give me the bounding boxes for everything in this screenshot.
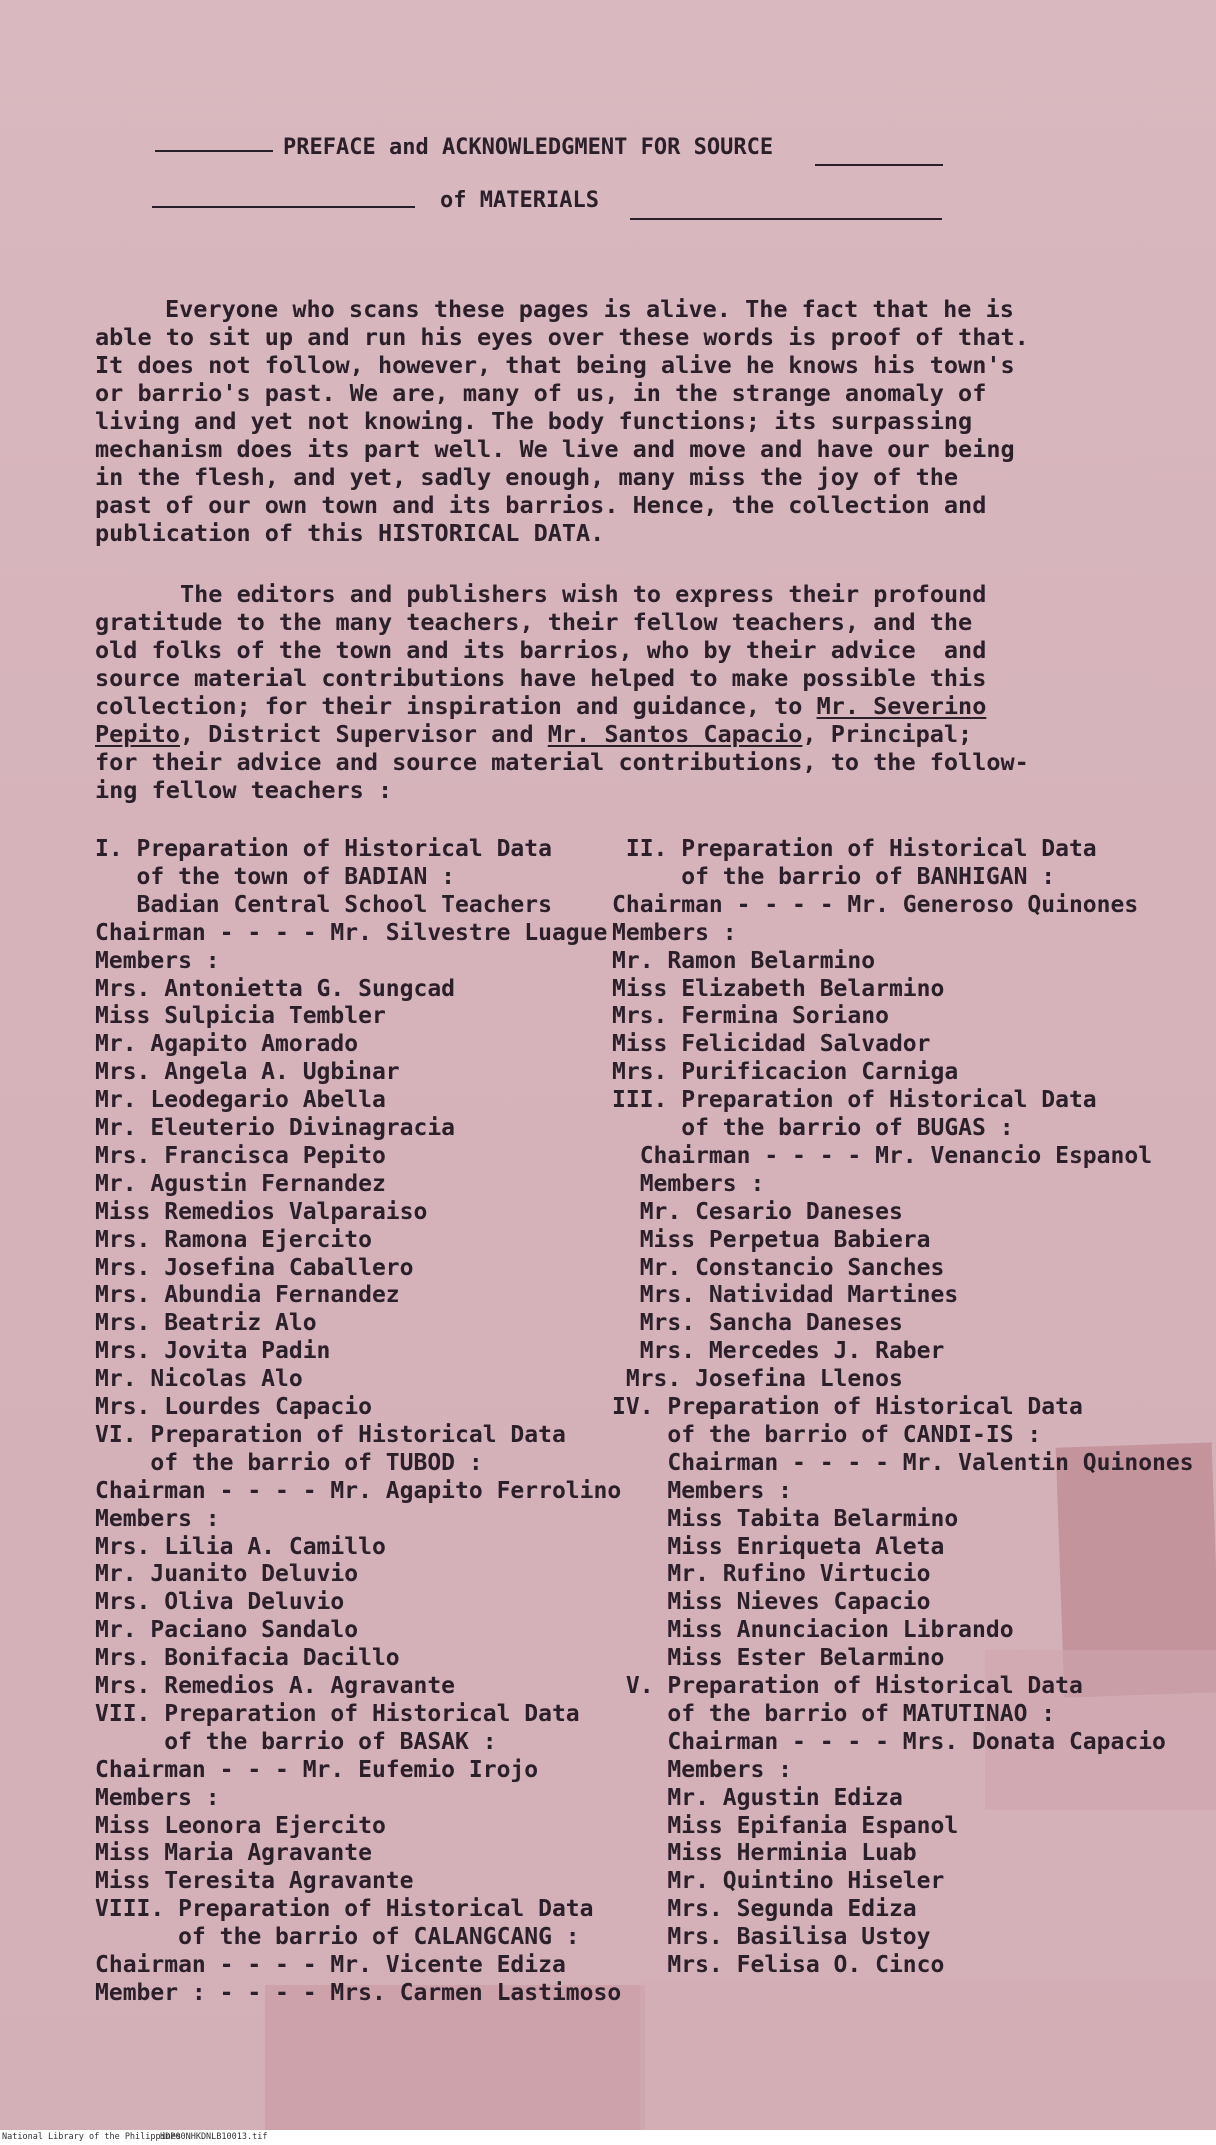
list-item: Miss Elizabeth Belarmino: [612, 975, 945, 1002]
text-segment: collection; for their inspiration and guidance, to: [95, 692, 817, 720]
section-heading: V. Preparation of Historical Data: [612, 1673, 1083, 1699]
list-item: Mrs. Felisa O. Cinco: [612, 1952, 945, 1978]
list-item: Members :: [612, 919, 737, 946]
list-item: Mr. Quintino Hiseler: [612, 1868, 945, 1895]
list-item: Mrs. Bonifacia Dacillo: [95, 1645, 400, 1672]
list-item: Miss Sulpicia Tembler: [95, 1003, 386, 1030]
list-item: Mrs. Lilia A. Camillo: [95, 1533, 386, 1560]
list-item: of the barrio of MATUTINAO :: [612, 1700, 1056, 1727]
paragraph-intro-line: It does not follow, however, that being alive he knows his town's: [95, 351, 1015, 379]
list-item: Mr. Ramon Belarmino: [612, 947, 876, 974]
list-item: Badian Central School Teachers: [95, 891, 552, 918]
list-item: Mrs. Antonietta G. Sungcad: [95, 975, 456, 1002]
paragraph-intro-line: publication of this HISTORICAL DATA.: [95, 519, 605, 547]
paragraph-intro-line: in the flesh, and yet, sadly enough, many miss the joy of the: [95, 463, 959, 491]
list-item: Mrs. Ramona Ejercito: [95, 1226, 372, 1253]
text-segment: , Principal;: [802, 720, 973, 748]
paragraph-thanks-line: source material contributions have helped to make possible this: [95, 664, 987, 692]
text-segment: , District Supervisor and: [179, 720, 548, 748]
list-item: Mr. Leodegario Abella: [95, 1087, 386, 1114]
paragraph-thanks-line: for their advice and source material contributions, to the follow-: [95, 748, 1029, 776]
list-item: of the barrio of CANDI-IS :: [612, 1421, 1042, 1448]
name-underlined: Pepito: [95, 720, 180, 748]
paragraph-intro-line: or barrio's past. We are, many of us, in the strange anomaly of: [95, 379, 987, 407]
list-item: Mrs. Fermina Soriano: [612, 1003, 889, 1030]
tape-mark: [640, 1980, 1216, 2130]
list-item: Mrs. Remedios A. Agravante: [95, 1673, 456, 1699]
list-item: Mrs. Segunda Ediza: [612, 1896, 917, 1923]
list-item: of the barrio of TUBOD :: [95, 1449, 483, 1476]
title-rule: [630, 218, 942, 220]
list-item: Mrs. Beatriz Alo: [95, 1310, 317, 1337]
paragraph-intro-line: Everyone who scans these pages is alive. The fact that he is: [165, 295, 1014, 323]
list-item: Miss Enriqueta Aleta: [612, 1533, 945, 1560]
list-item: Miss Leonora Ejercito: [95, 1812, 386, 1839]
list-item: Mr. Agustin Fernandez: [95, 1170, 386, 1197]
list-item: Chairman - - - - Mr. Valentin Quinones: [612, 1449, 1194, 1476]
list-item: Mr. Constancio Sanches: [612, 1254, 945, 1281]
list-item: Chairman - - - Mr. Eufemio Irojo: [95, 1756, 539, 1783]
list-item: Members :: [612, 1756, 793, 1783]
list-item: Miss Herminia Luab: [612, 1840, 917, 1867]
list-item: Mrs. Jovita Padin: [95, 1338, 331, 1365]
paragraph-thanks-line: The editors and publishers wish to express their profound: [180, 580, 987, 608]
list-item: Chairman - - - - Mr. Vicente Ediza: [95, 1952, 566, 1978]
paragraph-thanks-line: old folks of the town and its barrios, who by their advice and: [95, 636, 987, 664]
list-item: of the barrio of CALANGCANG :: [95, 1924, 580, 1951]
list-item: Mr. Eleuterio Divinagracia: [95, 1115, 456, 1141]
section-heading: VII. Preparation of Historical Data: [95, 1700, 580, 1727]
paragraph-intro-line: living and yet not knowing. The body functions; its surpassing: [95, 407, 973, 435]
list-item: Members :: [95, 1505, 220, 1532]
list-item: Miss Felicidad Salvador: [612, 1031, 931, 1058]
list-item: Members :: [612, 1170, 765, 1197]
list-item: Mrs. Angela A. Ugbinar: [95, 1059, 400, 1086]
list-item: Chairman - - - - Mr. Silvestre Luague: [95, 919, 608, 946]
paragraph-thanks-line: [95, 721, 1095, 749]
list-item: Mrs. Natividad Martines: [612, 1282, 959, 1309]
list-item: of the barrio of BASAK :: [95, 1728, 497, 1755]
title-rule: [815, 164, 943, 166]
title-rule: [155, 150, 273, 152]
list-item: of the barrio of BUGAS :: [612, 1115, 1014, 1141]
list-item: Chairman - - - - Mr. Agapito Ferrolino: [95, 1477, 622, 1504]
list-item: Members :: [612, 1477, 793, 1504]
list-item: Member : - - - - Mrs. Carmen Lastimoso: [95, 1979, 622, 2006]
list-item: Members :: [95, 1784, 220, 1811]
section-heading: I. Preparation of Historical Data: [95, 836, 552, 862]
section-heading: IV. Preparation of Historical Data: [612, 1394, 1083, 1420]
tape-mark: [265, 1985, 645, 2130]
title-rule: [152, 206, 415, 208]
list-item: of the barrio of BANHIGAN :: [612, 863, 1056, 890]
list-item: Chairman - - - - Mr. Generoso Quinones: [612, 891, 1139, 918]
page-title-line2: of MATERIALS: [440, 188, 599, 213]
paragraph-thanks-line: [95, 693, 1095, 721]
paragraph-thanks-line: gratitude to the many teachers, their fellow teachers, and the: [95, 608, 973, 636]
list-item: Mrs. Lourdes Capacio: [95, 1394, 372, 1420]
list-item: Miss Remedios Valparaiso: [95, 1198, 428, 1225]
list-item: Mrs. Purificacion Carniga: [612, 1059, 959, 1086]
list-item: Mrs. Josefina Llenos: [612, 1366, 903, 1393]
list-item: Mrs. Mercedes J. Raber: [612, 1338, 945, 1365]
paragraph-thanks-line: ing fellow teachers :: [95, 776, 393, 804]
list-item: Mrs. Francisca Pepito: [95, 1142, 386, 1169]
scan-footer: [0, 2130, 1216, 2145]
paragraph-intro-line: mechanism does its part well. We live and move and have our being: [95, 435, 1015, 463]
paragraph-intro-line: able to sit up and run his eyes over these words is proof of that.: [95, 323, 1029, 351]
list-item: Chairman - - - - Mrs. Donata Capacio: [612, 1728, 1166, 1755]
name-underlined: Mr. Severino: [816, 692, 987, 720]
list-item: Miss Perpetua Babiera: [612, 1226, 931, 1253]
list-item: Miss Maria Agravante: [95, 1840, 372, 1867]
footer-filename: HDP00NHKDNLB10013.tif: [160, 2132, 268, 2142]
list-item: Members :: [95, 947, 220, 974]
list-item: Miss Nieves Capacio: [612, 1589, 931, 1616]
list-item: Mr. Paciano Sandalo: [95, 1617, 359, 1644]
list-item: Chairman - - - - Mr. Venancio Espanol: [612, 1142, 1153, 1169]
section-heading: III. Preparation of Historical Data: [612, 1087, 1097, 1114]
list-item: Mr. Agapito Amorado: [95, 1031, 359, 1058]
section-heading: VIII. Preparation of Historical Data: [95, 1896, 594, 1923]
list-item: Miss Epifania Espanol: [612, 1812, 959, 1839]
list-item: Mr. Juanito Deluvio: [95, 1561, 359, 1588]
list-item: Miss Tabita Belarmino: [612, 1505, 959, 1532]
section-heading: II. Preparation of Historical Data: [612, 836, 1097, 862]
list-item: Mr. Agustin Ediza: [612, 1784, 903, 1811]
name-underlined: Mr. Santos Capacio: [547, 720, 803, 748]
list-item: Mrs. Oliva Deluvio: [95, 1589, 345, 1616]
list-item: Mr. Cesario Daneses: [612, 1198, 903, 1225]
paragraph-intro-line: past of our own town and its barrios. Hence, the collection and: [95, 491, 987, 519]
list-item: Miss Ester Belarmino: [612, 1645, 945, 1672]
list-item: Mrs. Abundia Fernandez: [95, 1282, 400, 1309]
list-item: Mrs. Josefina Caballero: [95, 1254, 414, 1281]
section-heading: VI. Preparation of Historical Data: [95, 1421, 566, 1448]
list-item: Mr. Rufino Virtucio: [612, 1561, 931, 1588]
page-title-line1: PREFACE and ACKNOWLEDGMENT FOR SOURCE: [283, 135, 774, 160]
list-item: Mrs. Basilisa Ustoy: [612, 1924, 931, 1951]
list-item: Mrs. Sancha Daneses: [612, 1310, 903, 1337]
list-item: Miss Teresita Agravante: [95, 1868, 414, 1895]
list-item: of the town of BADIAN :: [95, 863, 456, 890]
list-item: Mr. Nicolas Alo: [95, 1366, 303, 1393]
footer-source: National Library of the Philippines: [2, 2132, 182, 2142]
list-item: Miss Anunciacion Librando: [612, 1617, 1014, 1644]
